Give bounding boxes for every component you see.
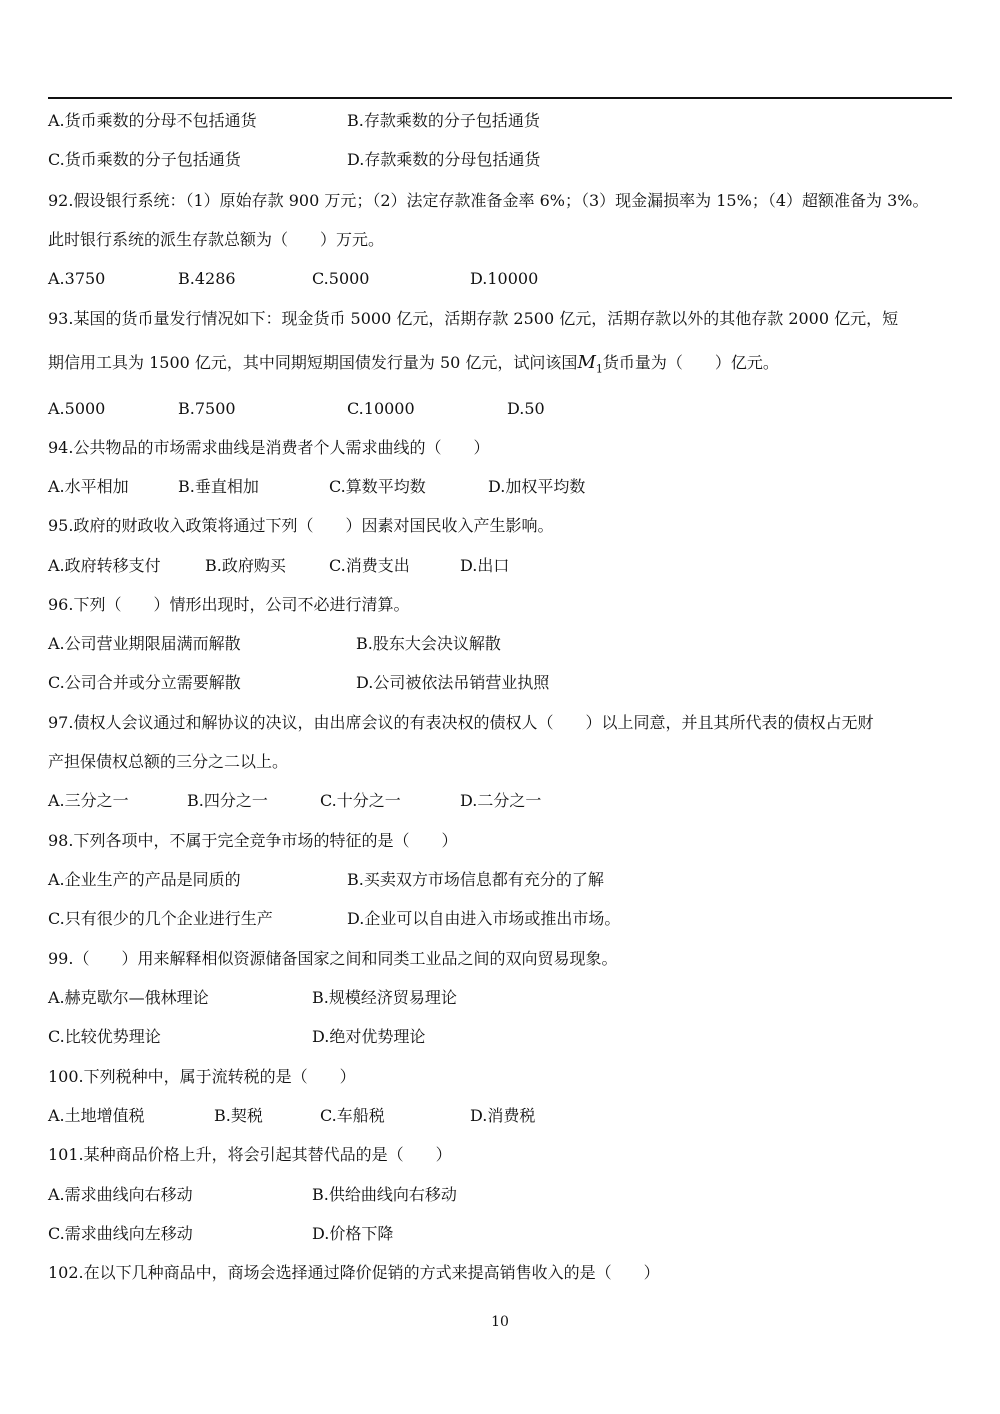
q94-option-a: A.水平相加: [48, 477, 129, 496]
q95-text: 95.政府的财政收入政策将通过下列（ ）因素对国民收入产生影响。: [48, 516, 554, 535]
q101-option-a: A.需求曲线向右移动: [48, 1185, 193, 1204]
q96-option-d: D.公司被依法吊销营业执照: [356, 673, 550, 692]
q97-option-d: D.二分之一: [460, 791, 542, 810]
q91-option-c: C.货币乘数的分子包括通货: [48, 150, 241, 169]
page-number: 10: [491, 1314, 509, 1330]
q96-text: 96.下列（ ）情形出现时，公司不必进行清算。: [48, 595, 410, 614]
q97-option-a: A.三分之一: [48, 791, 129, 810]
q92-option-b: B.4286: [178, 269, 236, 288]
q96-option-c: C.公司合并或分立需要解散: [48, 673, 241, 692]
q101-option-c: C.需求曲线向左移动: [48, 1224, 193, 1243]
q97-text-line1: 97.债权人会议通过和解协议的决议，由出席会议的有表决权的债权人（ ）以上同意，并且其所代表的债权占无财: [48, 713, 874, 732]
q92-option-d: D.10000: [470, 269, 539, 288]
q95-option-b: B.政府购买: [205, 556, 286, 575]
q99-text: 99.（ ）用来解释相似资源储备国家之间和同类工业品之间的双向贸易现象。: [48, 949, 618, 968]
m1-symbol-letter: M: [577, 352, 596, 373]
q101-text: 101.某种商品价格上升，将会引起其替代品的是（ ）: [48, 1145, 452, 1164]
q99-option-c: C.比较优势理论: [48, 1027, 161, 1046]
q102-text: 102.在以下几种商品中，商场会选择通过降价促销的方式来提高销售收入的是（ ）: [48, 1263, 660, 1282]
q91-option-d: D.存款乘数的分母包括通货: [347, 150, 541, 169]
q91-option-a: A.货币乘数的分母不包括通货: [48, 111, 257, 130]
header-rule: [48, 97, 952, 99]
q91-option-b: B.存款乘数的分子包括通货: [347, 111, 540, 130]
q98-option-a: A.企业生产的产品是同质的: [48, 870, 241, 889]
q97-option-b: B.四分之一: [187, 791, 268, 810]
q93-option-a: A.5000: [48, 399, 106, 418]
q99-option-d: D.绝对优势理论: [312, 1027, 426, 1046]
q95-option-a: A.政府转移支付: [48, 556, 161, 575]
q100-option-d: D.消费税: [470, 1106, 536, 1125]
q98-text: 98.下列各项中，不属于完全竞争市场的特征的是（ ）: [48, 831, 458, 850]
m1-symbol: [577, 352, 603, 376]
q99-option-b: B.规模经济贸易理论: [312, 988, 457, 1007]
q93-text-line1: 93.某国的货币量发行情况如下：现金货币 5000 亿元，活期存款 2500 亿元，活期存款以外的其他存款 2000 亿元，短: [48, 309, 899, 328]
q100-option-c: C.车船税: [320, 1106, 385, 1125]
q93-option-b: B.7500: [178, 399, 236, 418]
q101-option-d: D.价格下降: [312, 1224, 394, 1243]
q93-text-line2: [48, 353, 779, 380]
q93-option-c: C.10000: [347, 399, 415, 418]
q96-option-a: A.公司营业期限届满而解散: [48, 634, 241, 653]
q92-option-c: C.5000: [312, 269, 370, 288]
q94-option-b: B.垂直相加: [178, 477, 259, 496]
q94-option-d: D.加权平均数: [488, 477, 586, 496]
q93-text-line2-pre: 期信用工具为 1500 亿元，其中同期短期国债发行量为 50 亿元，试问该国: [48, 353, 578, 372]
q100-option-a: A.土地增值税: [48, 1106, 145, 1125]
q100-text: 100.下列税种中，属于流转税的是（ ）: [48, 1067, 356, 1086]
q94-option-c: C.算数平均数: [329, 477, 426, 496]
q98-option-d: D.企业可以自由进入市场或推出市场。: [347, 909, 621, 928]
q97-text-line2: 产担保债权总额的三分之二以上。: [48, 752, 289, 771]
q92-option-a: A.3750: [48, 269, 106, 288]
q97-option-c: C.十分之一: [320, 791, 401, 810]
q93-text-line2-post: 货币量为（ ）亿元。: [602, 353, 779, 372]
q92-text-line1: 92.假设银行系统：（1）原始存款 900 万元；（2）法定存款准备金率 6%；（3）现金漏损率为 15%；（4）超额准备为 3%。: [48, 191, 929, 210]
q101-option-b: B.供给曲线向右移动: [312, 1185, 457, 1204]
q100-option-b: B.契税: [214, 1106, 263, 1125]
q96-option-b: B.股东大会决议解散: [356, 634, 501, 653]
q95-option-d: D.出口: [460, 556, 510, 575]
m1-symbol-subscript: 1: [595, 362, 603, 376]
q95-option-c: C.消费支出: [329, 556, 410, 575]
q94-text: 94.公共物品的市场需求曲线是消费者个人需求曲线的（ ）: [48, 438, 490, 457]
q92-text-line2: 此时银行系统的派生存款总额为（ ）万元。: [48, 230, 385, 249]
q98-option-b: B.买卖双方市场信息都有充分的了解: [347, 870, 604, 889]
q98-option-c: C.只有很少的几个企业进行生产: [48, 909, 273, 928]
q99-option-a: A.赫克歇尔—俄林理论: [48, 988, 209, 1007]
q93-option-d: D.50: [507, 399, 545, 418]
